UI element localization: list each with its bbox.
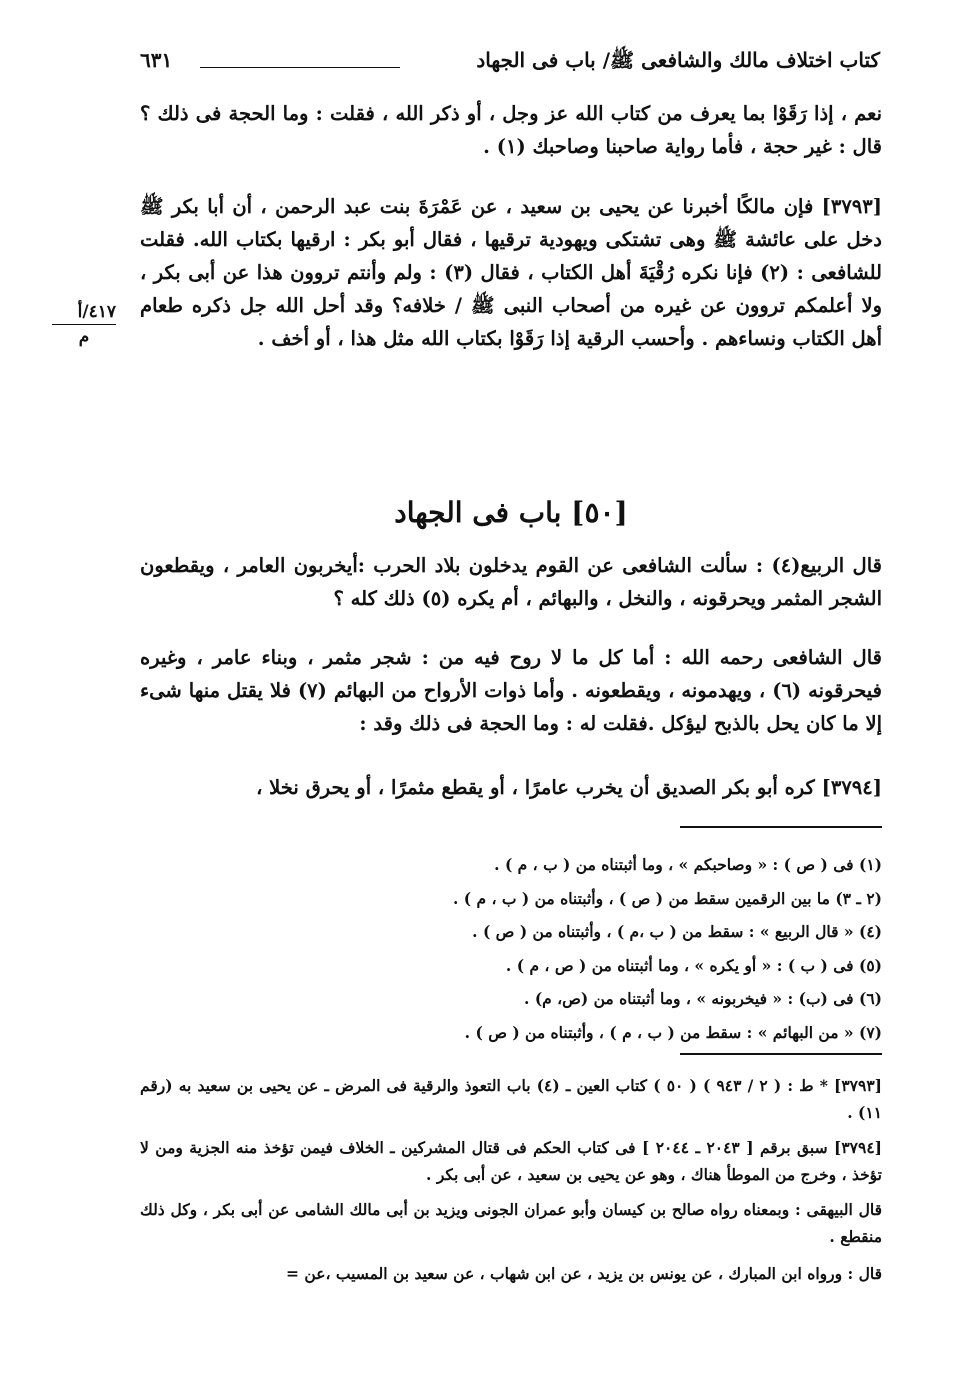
footnote: (٢ ـ ٣) ما بين الرقمين سقط من ( ص ) ، وأثبتناه من ( ب ، م ) .	[452, 888, 882, 908]
manuscript-margin-note	[52, 302, 116, 347]
running-header	[140, 40, 880, 80]
source-separator	[680, 1053, 882, 1055]
footnote: (٧) « من البهائم » : سقط من ( ب ، م ) ، وأثبتناه من ( ص ) .	[464, 1022, 882, 1042]
paragraph-shafii-answer: قال الشافعى رحمه الله : أما كل ما لا روح فيه من : شجر مثمر ، وبناء عامر ، وغيره فيحرقونه (٦) ، ويهدمونه ، ويقطعونه . وأما ذوات الأرواح من البهائم (٧) فلا يقتل منها شىء إلا ما كان يحل بالذبح ليؤكل .فقلت له : وما الحجة فى ذلك وقد :	[140, 646, 882, 735]
section-title: [٥٠] باب فى الجهاد	[394, 496, 628, 529]
source-note-bayhaqi: قال البيهقى : وبمعناه رواه صالح بن كيسان وأبو عمران الجونى ويزيد بن أبى مالك الشامى عن أبى بكر ، وكل ذلك منقطع .	[140, 1200, 882, 1246]
footnote-separator	[680, 826, 882, 828]
source-note-3794: [٣٧٩٤] سبق برقم [ ٢٠٤٣ ـ ٢٠٤٤ ] فى كتاب الحكم فى قتال المشركين ـ الخلاف فيمن تؤخذ منه الجزية ومن لا تؤخذ ، وخرج من الموطأ هناك ، وهو عن يحيى بن سعيد ، عن أبى بكر .	[140, 1138, 882, 1184]
header-title: كتاب اختلاف مالك والشافعى ﷺ/ باب فى الجهاد	[476, 48, 880, 72]
paragraph-rabi-question: قال الربيع(٤) : سألت الشافعى عن القوم يدخلون بلاد الحرب :أيخربون العامر ، ويقطعون الشجر المثمر ويحرقونه ، والنخل ، والبهائم ، أم يكره (٥) ذلك كله ؟	[140, 554, 882, 610]
margin-note-folio: ٤١٧/أ	[52, 302, 116, 325]
paragraph-1: نعم ، إذا رَقَوْا بما يعرف من كتاب الله عز وجل ، أو ذكر الله ، فقلت : وما الحجة فى ذلك ؟ قال : غير حجة ، فأما رواية صاحبنا وصاحبك (١) .	[140, 102, 882, 158]
footnote-list	[300, 848, 882, 1049]
footnote: (٥) فى ( ب ) : « أو يكره » ، وما أثبتناه من ( ص ، م ) .	[505, 955, 882, 975]
footnote: (٤) « قال الربيع » : سقط من ( ب ،م ) ، وأثبتناه من ( ص ) .	[472, 922, 882, 941]
margin-note-siglum: م	[78, 327, 90, 347]
header-rule	[200, 67, 400, 68]
source-note-3793: [٣٧٩٣] * ط : ( ٢ / ٩٤٣ ) ( ٥٠ ) كتاب العين ـ (٤) باب التعوذ والرقية فى المرض ـ عن يحيى بن سعيد به (رقم ١١) .	[140, 1076, 882, 1122]
footnote: (٦) فى (ب) : « فيخربونه » ، وما أثبتناه من (ص، م) .	[524, 989, 882, 1008]
footnote: (١) فى ( ص ) : « وصاحبكم » ، وما أثبتناه من ( ب ، م ) .	[494, 855, 882, 874]
page-number: ٦٣١	[140, 48, 173, 72]
paragraph-3793: [٣٧٩٣] فإن مالكًا أخبرنا عن يحيى بن سعيد ، عن عَمْرَةَ بنت عبد الرحمن ، أن أبا بكر ﷺ دخل على عائشة ﷺ وهى تشتكى ويهودية ترقيها ، فقال أبو بكر : ارقيها بكتاب الله. فقلت للشافعى : (٢) فإنا نكره رُقْيَةَ أهل الكتاب ، فقال (٣) : ولم وأنتم تروون هذا عن أبى بكر ، ولا أعلمكم تروون عن غيره من أصحاب النبى ﷺ / خلافه؟ وقد أحل الله جل ذكره طعام أهل الكتاب ونساءهم . وأحسب الرقية إذا رَقَوْا بكتاب الله مثل هذا ، أو أخف .	[140, 195, 882, 350]
source-note-continuation: قال : ورواه ابن المبارك ، عن يونس بن يزيد ، عن ابن شهاب ، عن سعيد بن المسيب ،عن =	[286, 1264, 882, 1283]
paragraph-3794: [٣٧٩٤] كره أبو بكر الصديق أن يخرب عامرًا ، أو يقطع مثمرًا ، أو يحرق نخلا ،	[256, 776, 882, 799]
